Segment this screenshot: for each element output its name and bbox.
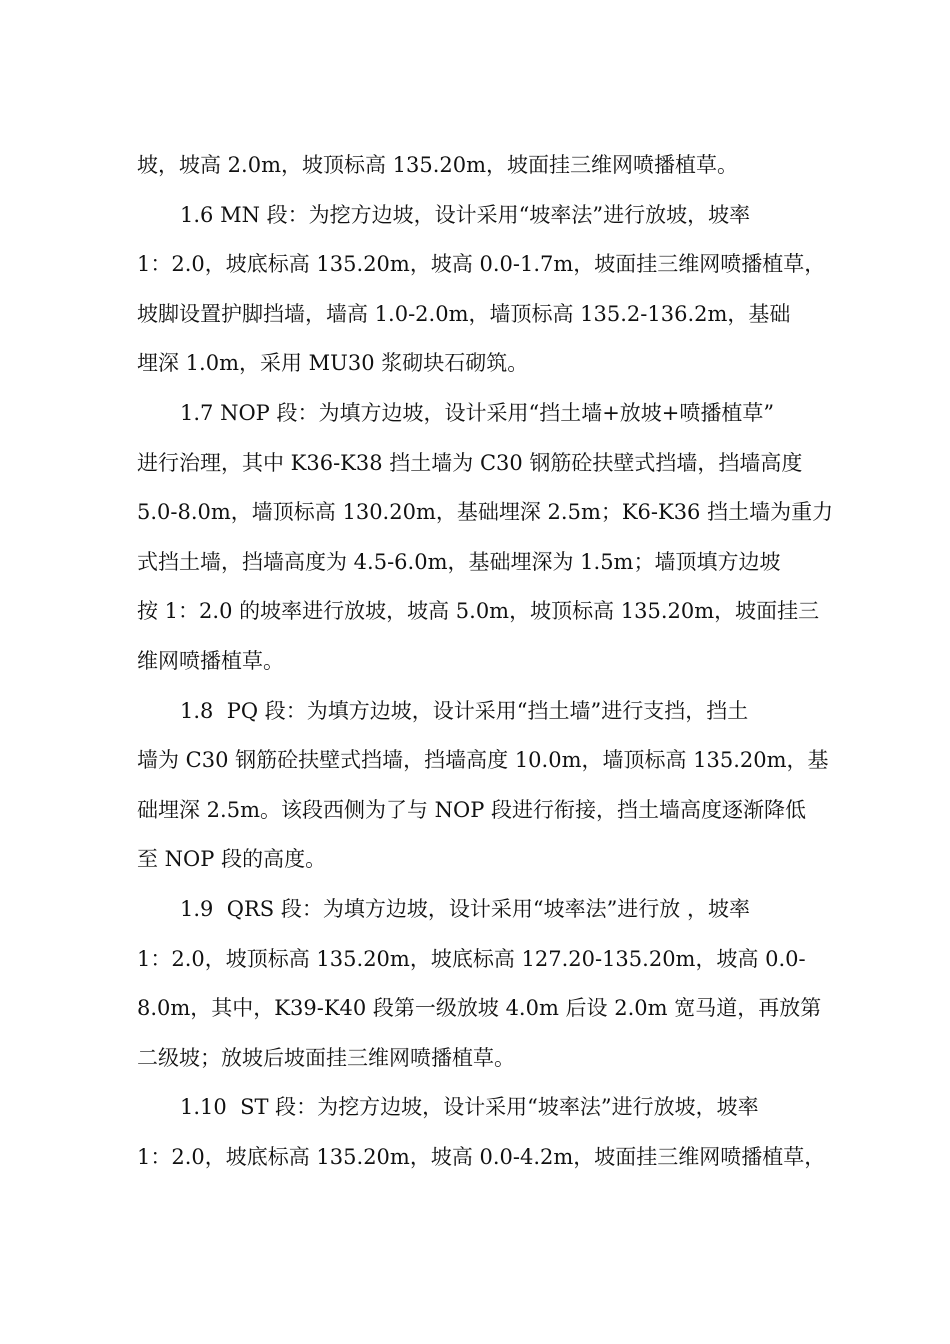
text-line: 进行治理，其中 K36-K38 挡土墙为 C30 钢筋砼扶壁式挡墙，挡墙高度 xyxy=(137,450,803,475)
text-line: 至 NOP 段的高度。 xyxy=(137,847,327,872)
text-line: 坡脚设置护脚挡墙，墙高 1.0-2.0m，墙顶标高 135.2-136.2m，基础 xyxy=(137,301,791,326)
paragraph-1-6-start: 1.6 MN 段：为挖方边坡，设计采用“坡率法”进行放坡，坡率 xyxy=(180,202,751,227)
text-line: 按 1：2.0 的坡率进行放坡，坡高 5.0m，坡顶标高 135.20m，坡面挂三 xyxy=(137,599,820,624)
text-line: 二级坡；放坡后坡面挂三维网喷播植草。 xyxy=(137,1045,515,1070)
text-line: 墙为 C30 钢筋砼扶壁式挡墙，挡墙高度 10.0m，墙顶标高 135.20m，基 xyxy=(137,748,829,773)
text-line: 1：2.0，坡底标高 135.20m，坡高 0.0-4.2m，坡面挂三维网喷播植草， xyxy=(137,1144,826,1169)
text-line: 维网喷播植草。 xyxy=(137,648,284,673)
text-line: 5.0-8.0m，墙顶标高 130.20m，基础埋深 2.5m；K6-K36 挡土墙为重力 xyxy=(137,500,834,525)
text-line: 坡，坡高 2.0m，坡顶标高 135.20m，坡面挂三维网喷播植草。 xyxy=(137,153,739,177)
paragraph-1-9-start: 1.9 QRS 段：为填方边坡，设计采用“坡率法”进行放 ，坡率 xyxy=(180,896,750,921)
paragraph-1-8-start: 1.8 PQ 段：为填方边坡，设计采用“挡土墙”进行支挡，挡土 xyxy=(180,698,749,723)
paragraph-1-10-start: 1.10 ST 段：为挖方边坡，设计采用“坡率法”进行放坡，坡率 xyxy=(180,1095,759,1120)
text-line: 础埋深 2.5m。该段西侧为了与 NOP 段进行衔接，挡土墙高度逐渐降低 xyxy=(137,797,807,822)
text-line: 1：2.0，坡底标高 135.20m，坡高 0.0-1.7m，坡面挂三维网喷播植草， xyxy=(137,252,826,277)
text-line: 1：2.0，坡顶标高 135.20m，坡底标高 127.20-135.20m，坡高 0.0- xyxy=(137,946,806,971)
document-body xyxy=(137,141,834,1182)
text-line: 8.0m，其中，K39-K40 段第一级放坡 4.0m 后设 2.0m 宽马道，再放第 xyxy=(137,996,822,1021)
paragraph-1-7-start: 1.7 NOP 段：为填方边坡，设计采用“挡土墙+放坡+喷播植草” xyxy=(180,400,775,425)
text-line: 式挡土墙，挡墙高度为 4.5-6.0m，基础埋深为 1.5m；墙顶填方边坡 xyxy=(137,549,781,574)
text-line: 埋深 1.0m，采用 MU30 浆砌块石砌筑。 xyxy=(137,351,529,376)
